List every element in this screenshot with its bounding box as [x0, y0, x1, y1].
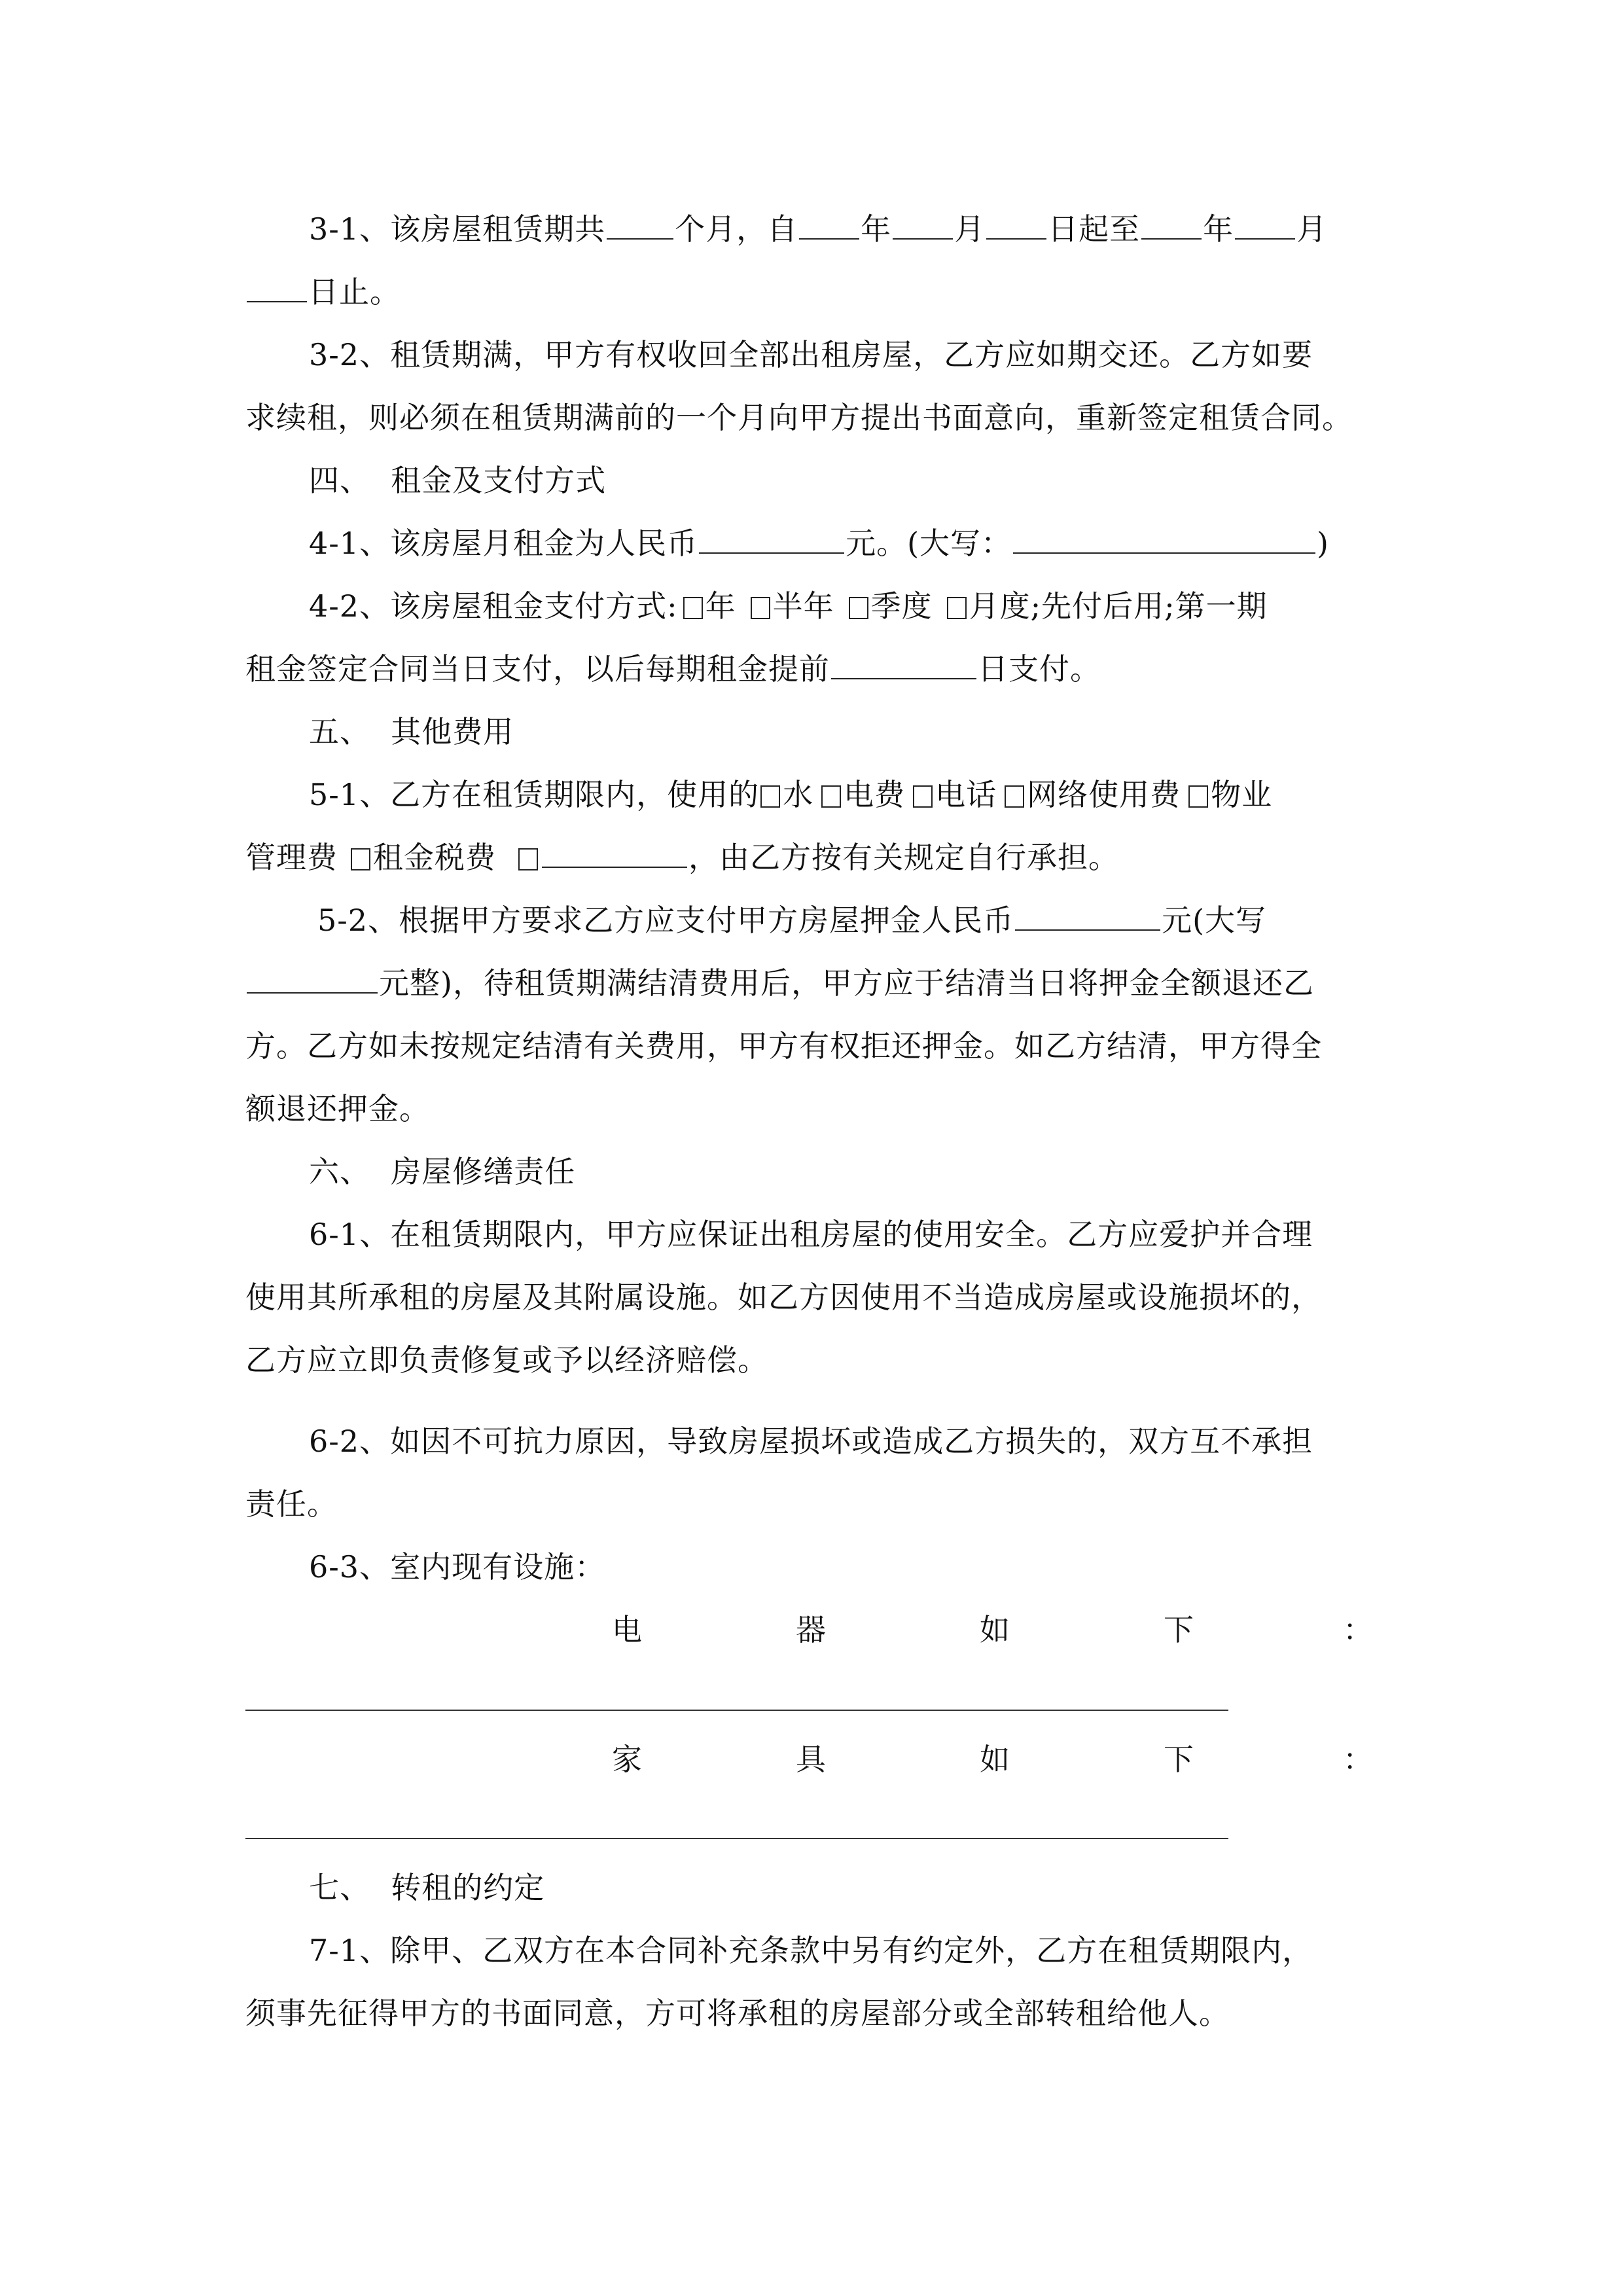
blank-deposit[interactable] [1015, 903, 1160, 931]
clause-6-2-line1: 6-2、如因不可抗力原因，导致房屋损坏或造成乙方损失的，双方互不承担 [309, 1424, 1313, 1459]
clause-6-1-line1: 6-1、在租赁期限内，甲方应保证出租房屋的使用安全。乙方应爱护并合理 [309, 1217, 1313, 1252]
blank-days-in-advance[interactable] [831, 652, 976, 679]
clause-text: 元整)，待租赁期满结清费用后，甲方应于结清当日将押金全额退还乙 [379, 965, 1314, 1001]
checkbox-monthly[interactable] [947, 597, 967, 619]
section-heading-7: 七、 转租的约定 [309, 1870, 545, 1905]
clause-text: 4-1、该房屋月租金为人民币 [309, 526, 698, 561]
clause-text: 月 [1296, 211, 1328, 247]
furniture-char: 如 [980, 1742, 1010, 1777]
clause-text: ，由乙方按有关规定自行承担。 [688, 840, 1119, 875]
checkbox-water[interactable] [760, 785, 780, 808]
appliances-char: 下 [1164, 1612, 1194, 1647]
clause-text: 个月，自 [675, 211, 798, 247]
clause-text: 租金签定合同当日支付，以后每期租金提前 [245, 651, 830, 687]
blank-end-year[interactable] [1141, 212, 1202, 240]
clause-4-2-line1 [309, 575, 1448, 637]
checkbox-internet[interactable] [1005, 785, 1024, 808]
option-label: 季度 [870, 588, 933, 624]
clause-text: 日止。 [308, 274, 401, 310]
clause-5-2-line2 [245, 952, 1384, 1014]
furniture-char: 下 [1164, 1742, 1194, 1777]
blank-start-day[interactable] [986, 212, 1046, 240]
clause-text: 5-2、根据甲方要求乙方应支付甲方房屋押金人民币 [317, 903, 1014, 938]
option-label: 水 [783, 777, 814, 812]
section-heading-4: 四、 租金及支付方式 [309, 463, 607, 498]
appliances-char: 如 [980, 1612, 1010, 1647]
clause-3-1-line2 [245, 260, 1384, 323]
clause-text: 4-2、该房屋租金支付方式: [309, 588, 678, 624]
clause-5-2-line4: 额退还押金。 [245, 1091, 430, 1126]
option-label: 网络使用费 [1027, 777, 1181, 812]
clause-5-2-line1 [317, 889, 1456, 952]
clause-text: 日起至 [1048, 211, 1141, 247]
option-label: 月度;先付后用;第一期 [969, 588, 1268, 624]
option-label: 物业 [1211, 777, 1273, 812]
checkbox-telephone[interactable] [913, 785, 933, 808]
clause-7-1-line2: 须事先征得甲方的书面同意，方可将承租的房屋部分或全部转租给他人。 [245, 1996, 1230, 2031]
blank-monthly-rent[interactable] [699, 526, 844, 554]
clause-5-1-line2 [245, 826, 1384, 889]
checkbox-electricity[interactable] [821, 785, 841, 808]
appliances-char: 器 [796, 1612, 826, 1647]
blank-start-month[interactable] [893, 212, 953, 240]
clause-5-2-line3: 方。乙方如未按规定结清有关费用，甲方有权拒还押金。如乙方结清，甲方得全 [245, 1028, 1322, 1064]
furniture-char: 家 [612, 1742, 642, 1777]
appliances-fill-line[interactable] [245, 1710, 1228, 1711]
clause-text: 元。(大写： [846, 526, 1012, 561]
option-label: 年 [705, 588, 736, 624]
checkbox-yearly[interactable] [683, 597, 703, 619]
clause-text: ) [1317, 526, 1329, 561]
clause-3-2-line2: 求续租，则必须在租赁期满前的一个月向甲方提出书面意向，重新签定租赁合同。 [245, 400, 1353, 435]
section-heading-6: 六、 房屋修缮责任 [309, 1154, 576, 1189]
clause-text: 管理费 [245, 840, 338, 875]
blank-start-year[interactable] [799, 212, 859, 240]
clause-text: 元(大写 [1162, 903, 1267, 938]
clause-4-1 [309, 512, 1448, 575]
appliances-char: 电 [612, 1612, 642, 1647]
clause-6-1-line2: 使用其所承租的房屋及其附属设施。如乙方因使用不当造成房屋或设施损坏的， [245, 1280, 1322, 1315]
clause-text: 3-1、该房屋租赁期共 [309, 211, 606, 247]
checkbox-half-year[interactable] [751, 597, 770, 619]
appliances-char: ： [1343, 1612, 1373, 1647]
clause-6-2-line2: 责任。 [245, 1486, 338, 1522]
checkbox-quarterly[interactable] [849, 597, 868, 619]
clause-6-3: 6-3、室内现有设施： [309, 1549, 606, 1585]
furniture-fill-line[interactable] [245, 1838, 1228, 1839]
clause-4-2-line2 [245, 637, 1384, 700]
clause-text: 月 [954, 211, 986, 247]
blank-end-day[interactable] [247, 275, 307, 302]
clause-text: 5-1、乙方在租赁期限内，使用的 [309, 777, 760, 812]
clause-3-2-line1: 3-2、租赁期满，甲方有权收回全部出租房屋，乙方应如期交还。乙方如要 [309, 337, 1313, 372]
blank-end-month[interactable] [1235, 212, 1295, 240]
option-label: 电话 [935, 777, 997, 812]
clause-text: 年 [1203, 211, 1234, 247]
furniture-char: ： [1343, 1742, 1373, 1777]
clause-3-1-line1 [309, 198, 1448, 260]
clause-5-1-line1 [309, 763, 1448, 826]
furniture-row [0, 1728, 1623, 1791]
checkbox-rent-tax[interactable] [351, 848, 370, 870]
option-label: 半年 [772, 588, 834, 624]
option-label: 租金税费 [373, 840, 496, 875]
clause-text: 年 [861, 211, 892, 247]
blank-other-fee[interactable] [542, 840, 687, 868]
section-heading-5: 五、 其他费用 [309, 714, 514, 749]
furniture-char: 具 [796, 1742, 826, 1777]
option-label: 电费 [844, 777, 906, 812]
clause-text: 日支付。 [978, 651, 1101, 687]
clause-6-1-line3: 乙方应立即负责修复或予以经济赔偿。 [245, 1342, 768, 1378]
checkbox-other[interactable] [518, 848, 538, 870]
blank-months[interactable] [607, 212, 673, 240]
clause-7-1-line1: 7-1、除甲、乙双方在本合同补充条款中另有约定外，乙方在租赁期限内， [309, 1933, 1313, 1968]
blank-rent-in-words[interactable] [1013, 526, 1315, 554]
blank-deposit-in-words[interactable] [247, 966, 378, 994]
checkbox-property[interactable] [1188, 785, 1208, 808]
appliances-row [0, 1598, 1623, 1661]
